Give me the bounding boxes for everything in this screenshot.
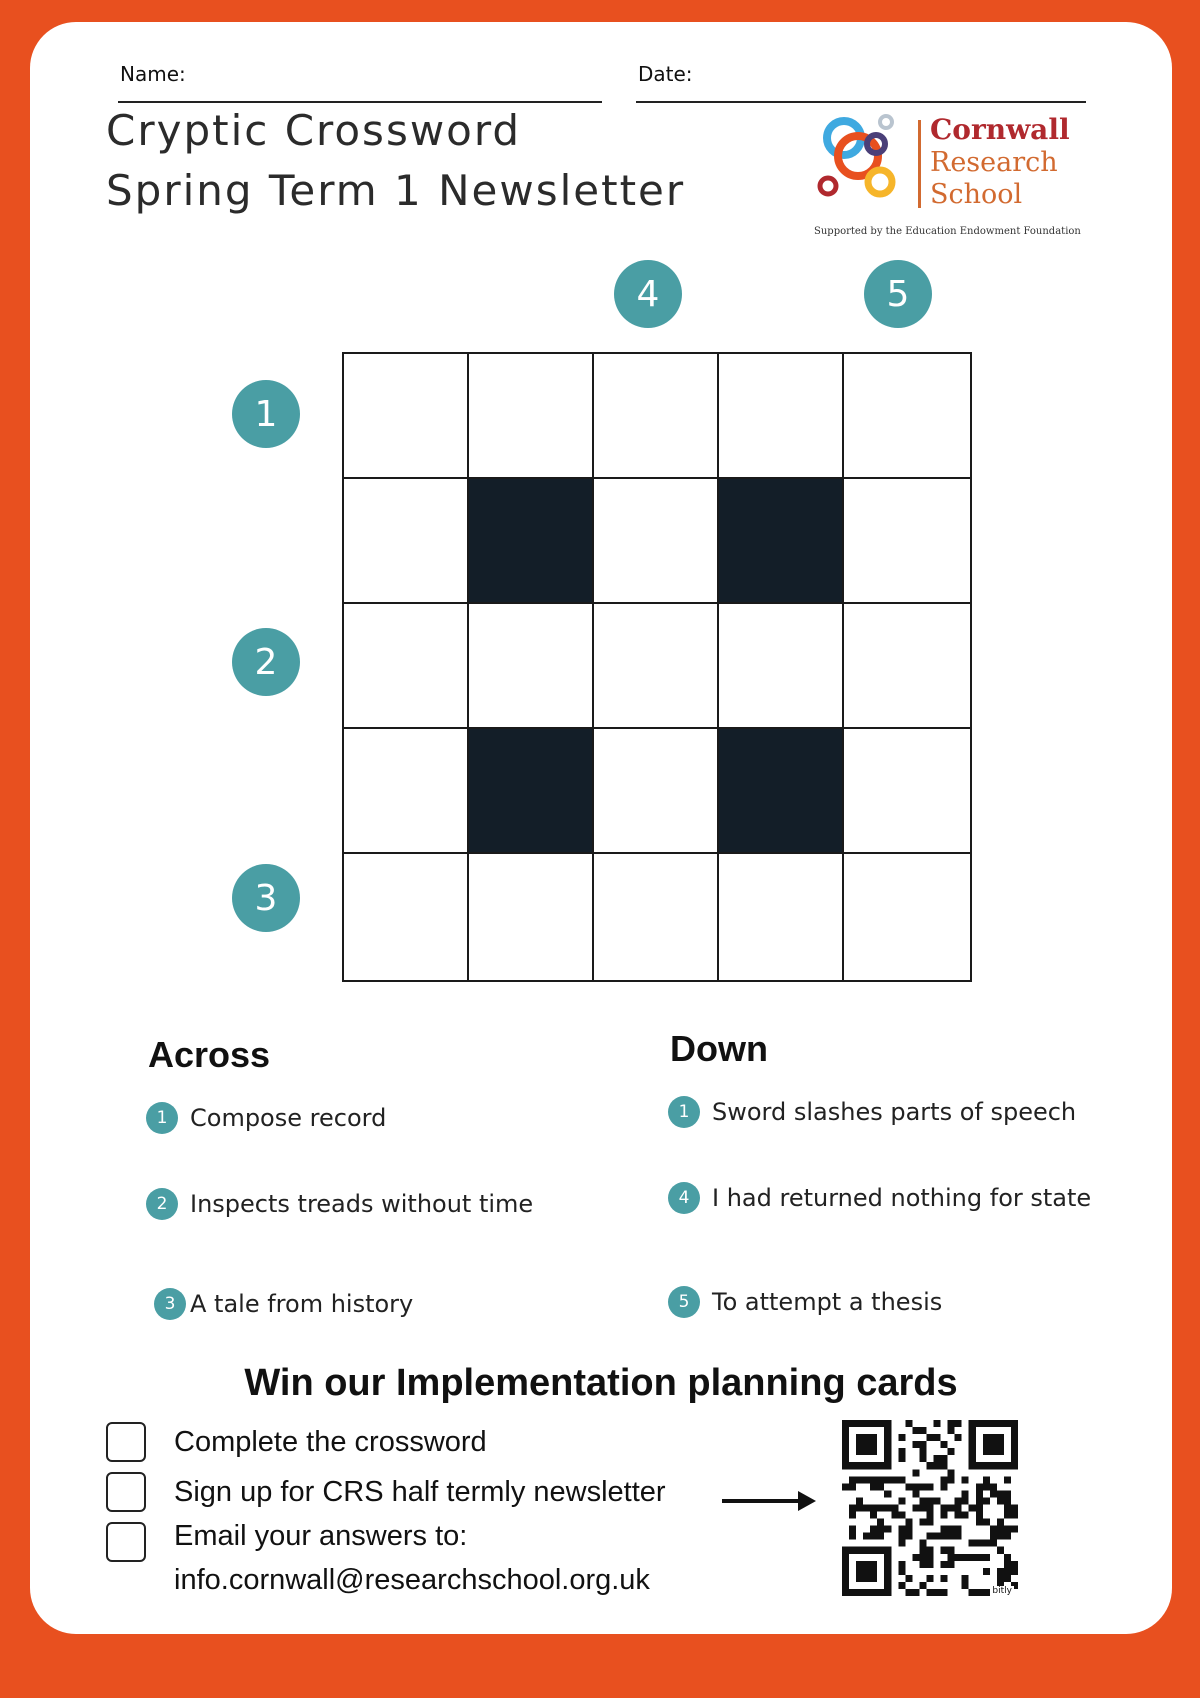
clue-number-badge: 4	[668, 1182, 700, 1214]
crossword-cell[interactable]	[467, 602, 597, 732]
arrow-right-icon	[720, 1486, 820, 1516]
worksheet-page	[30, 22, 1172, 1634]
clue-text: Inspects treads without time	[190, 1190, 534, 1218]
clue-text: Compose record	[190, 1104, 387, 1132]
logo-divider	[918, 120, 921, 208]
across-clue-2	[146, 1188, 533, 1220]
page-title: Cryptic Crossword	[106, 106, 522, 155]
logo-tagline: Supported by the Education Endowment Foundation	[814, 226, 1081, 237]
task-signup-newsletter: Sign up for CRS half termly newsletter	[174, 1476, 666, 1508]
crossword-cell[interactable]	[467, 852, 597, 982]
crossword-cell[interactable]	[592, 477, 722, 607]
across-heading: Across	[148, 1034, 271, 1075]
across-clue-3	[154, 1288, 413, 1320]
down-heading: Down	[670, 1028, 768, 1069]
crossword-cell[interactable]	[342, 727, 472, 857]
crossword-cell[interactable]	[592, 727, 722, 857]
crossword-cell[interactable]	[592, 602, 722, 732]
crossword-cell[interactable]	[717, 852, 847, 982]
task-email-answers: Email your answers to:	[174, 1520, 468, 1552]
crossword-cell[interactable]	[342, 477, 472, 607]
crossword-cell[interactable]	[842, 602, 972, 732]
page-subtitle: Spring Term 1 Newsletter	[106, 166, 686, 215]
crossword-block-cell	[467, 727, 597, 857]
crossword-cell[interactable]	[842, 727, 972, 857]
crossword-cell[interactable]	[842, 477, 972, 607]
email-address-link[interactable]: info.cornwall@researchschool.org.uk	[174, 1564, 650, 1596]
logo-name-line1: Cornwall	[930, 113, 1070, 146]
logo-name-line3: School	[930, 179, 1023, 210]
task-complete-crossword: Complete the crossword	[174, 1426, 487, 1458]
clue-number-badge: 3	[154, 1288, 186, 1320]
cornwall-research-school-logo	[814, 114, 1114, 264]
down-clue-4	[668, 1182, 1091, 1214]
date-label: Date:	[638, 62, 693, 86]
clue-number-badge: 5	[668, 1286, 700, 1318]
task-checkbox-email[interactable]	[106, 1522, 146, 1562]
crossword-block-cell	[717, 727, 847, 857]
column-badge-5: 5	[864, 260, 932, 328]
clue-text: Sword slashes parts of speech	[712, 1098, 1077, 1126]
date-line[interactable]	[636, 101, 1086, 103]
crossword-cell[interactable]	[717, 352, 847, 482]
prize-heading: Win our Implementation planning cards	[244, 1362, 958, 1404]
down-clue-5	[668, 1286, 942, 1318]
row-badge-2: 2	[232, 628, 300, 696]
crossword-block-cell	[717, 477, 847, 607]
clue-number-badge: 2	[146, 1188, 178, 1220]
clue-number-badge: 1	[668, 1096, 700, 1128]
crossword-cell[interactable]	[342, 602, 472, 732]
qr-caption: bitly	[992, 1586, 1012, 1596]
crossword-cell[interactable]	[842, 852, 972, 982]
qr-code[interactable]	[842, 1420, 1022, 1600]
logo-rings-icon	[814, 114, 904, 214]
row-badge-3: 3	[232, 864, 300, 932]
task-checkbox-signup[interactable]	[106, 1472, 146, 1512]
clue-text: I had returned nothing for state	[712, 1184, 1092, 1212]
column-badge-4: 4	[614, 260, 682, 328]
crossword-cell[interactable]	[842, 352, 972, 482]
qr-code-icon	[842, 1420, 1018, 1596]
crossword-cell[interactable]	[467, 352, 597, 482]
crossword-cell[interactable]	[342, 852, 472, 982]
clue-number-badge: 1	[146, 1102, 178, 1134]
down-clue-1	[668, 1096, 1076, 1128]
clue-text: A tale from history	[190, 1290, 414, 1318]
crossword-cell[interactable]	[592, 852, 722, 982]
logo-name-line2: Research	[930, 147, 1058, 178]
crossword-cell[interactable]	[717, 602, 847, 732]
crossword-cell[interactable]	[342, 352, 472, 482]
row-badge-1: 1	[232, 380, 300, 448]
crossword-block-cell	[467, 477, 597, 607]
task-checkbox-complete[interactable]	[106, 1422, 146, 1462]
name-label: Name:	[120, 62, 186, 86]
across-clue-1	[146, 1102, 386, 1134]
crossword-cell[interactable]	[592, 352, 722, 482]
clue-text: To attempt a thesis	[712, 1288, 943, 1316]
